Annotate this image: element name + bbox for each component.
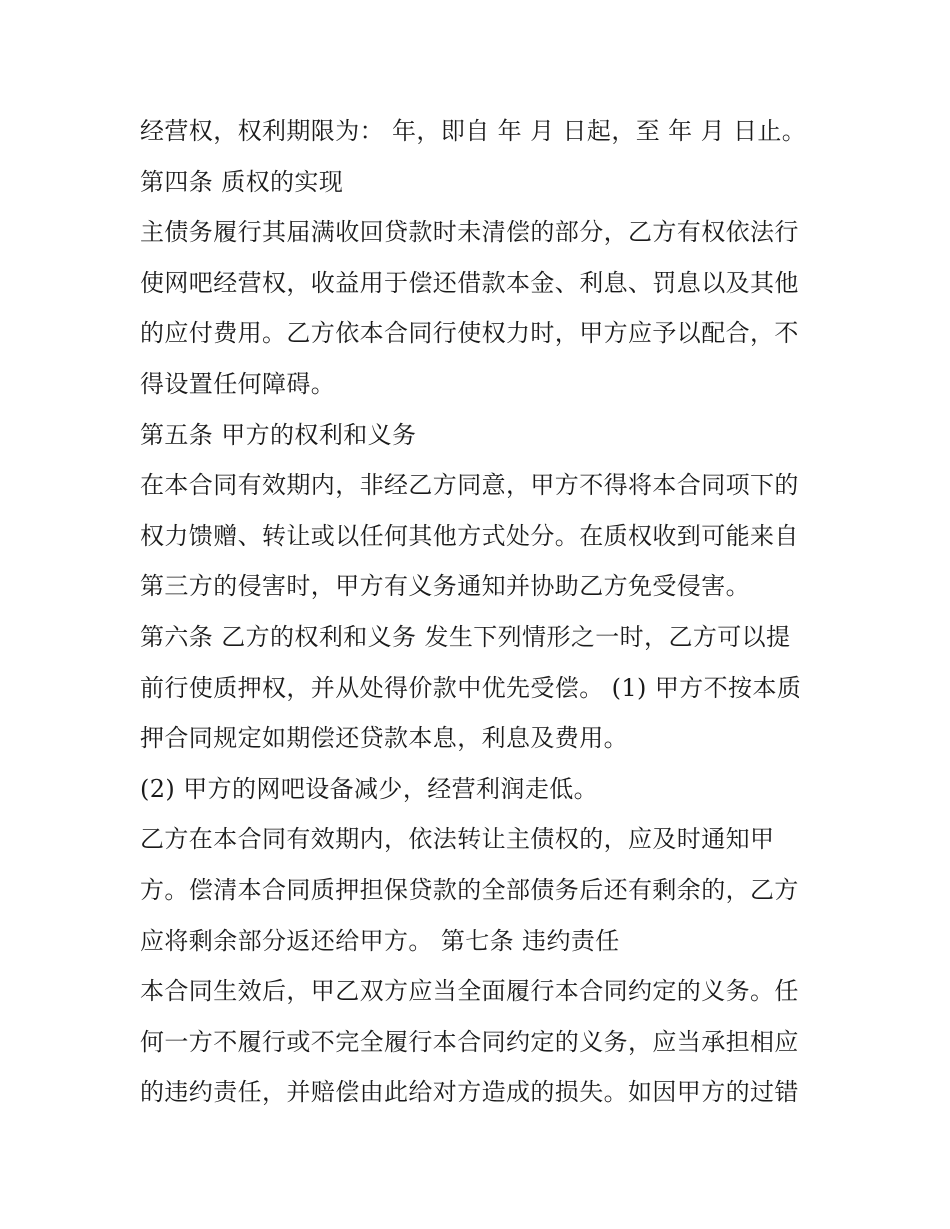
section-heading-5: 第五条 甲方的权利和义务 (140, 420, 417, 449)
text-line: 得设置任何障碍。 (140, 369, 336, 398)
text-line: 的应付费用。乙方依本合同行使权力时，甲方应予以配合，不 (140, 319, 799, 348)
section-heading-6: 第六条 乙方的权利和义务 发生下列情形之一时，乙方可以提 (140, 622, 791, 651)
text-line: 前行使质押权，并从处得价款中优先受偿。 (1) 甲方不按本质 (140, 673, 802, 702)
text-line: 应将剩余部分返还给甲方。 第七条 违约责任 (140, 926, 620, 955)
section-heading-4: 第四条 质权的实现 (140, 167, 344, 196)
text-line: 权力馈赠、转让或以任何其他方式处分。在质权收到可能来自 (140, 521, 799, 550)
text-line: 押合同规定如期偿还贷款本息，利息及费用。 (140, 724, 628, 753)
text-line: 第三方的侵害时，甲方有义务通知并协助乙方免受侵害。 (140, 572, 750, 601)
text-line: 方。偿清本合同质押担保贷款的全部债务后还有剩余的，乙方 (140, 875, 799, 904)
text-line: (2) 甲方的网吧设备减少，经营利润走低。 (140, 774, 599, 803)
text-line: 何一方不履行或不完全履行本合同约定的义务，应当承担相应 (140, 1027, 799, 1056)
text-line: 经营权，权利期限为： 年，即自 年 月 日起，至 年 月 日止。 (140, 117, 807, 145)
text-line: 本合同生效后，甲乙双方应当全面履行本合同约定的义务。任 (140, 977, 799, 1006)
document-body (140, 106, 830, 1118)
text-line: 乙方在本合同有效期内，依法转让主债权的，应及时通知甲 (140, 825, 775, 854)
text-line: 的违约责任，并赔偿由此给对方造成的损失。如因甲方的过错 (140, 1078, 799, 1107)
text-line: 使网吧经营权，收益用于偿还借款本金、利息、罚息以及其他 (140, 268, 799, 297)
text-line: 主债务履行其届满收回贷款时未清偿的部分，乙方有权依法行 (140, 218, 799, 247)
text-line: 在本合同有效期内，非经乙方同意，甲方不得将本合同项下的 (140, 471, 799, 500)
